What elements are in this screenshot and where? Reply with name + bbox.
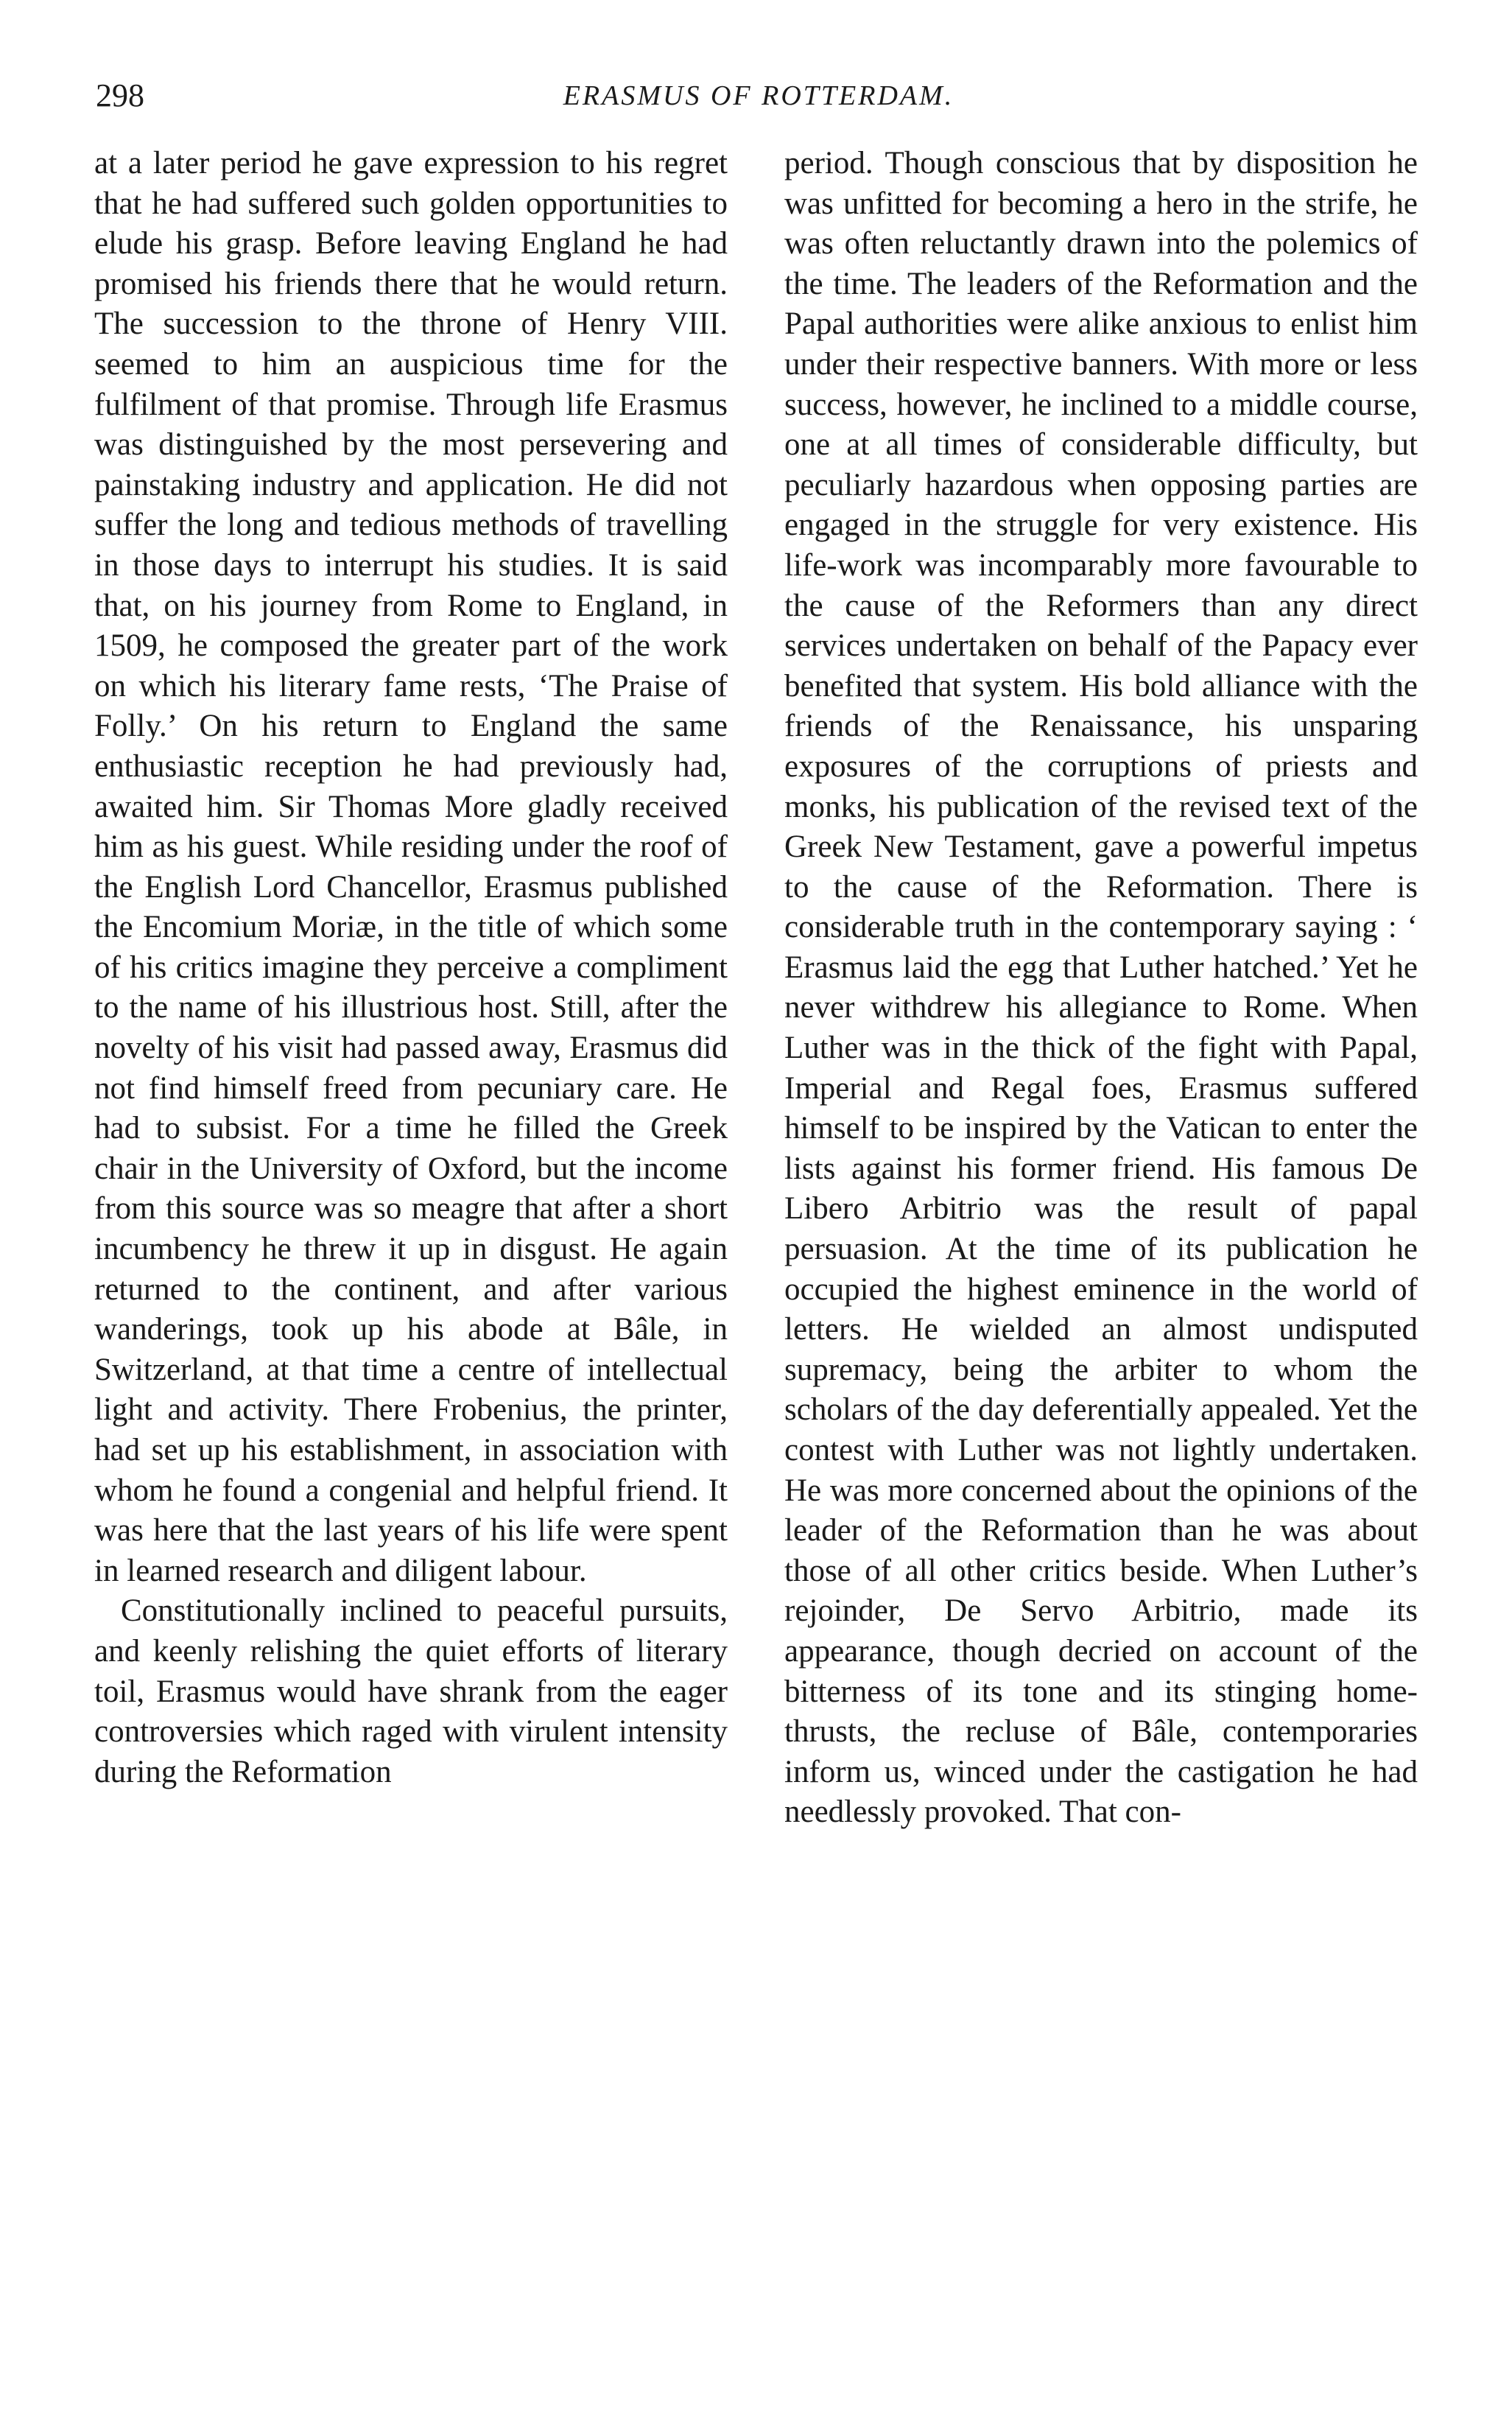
left-column	[94, 144, 728, 1792]
running-title: ERASMUS OF ROTTERDAM.	[563, 80, 954, 111]
left-paragraph-2: Constitutionally inclined to peaceful pursuits, and keenly relishing the quiet efforts of literary toil, Erasmus would have shrank from the eager controversies which raged with virulent intensity during the Reformation	[94, 1593, 728, 1789]
left-paragraph-1: at a later period he gave expression to his regret that he had suffered such golden opportunities to elude his grasp. Before leaving England he had promised his friends there that he would return. The succession to the throne of Henry VIII. seemed to him an auspicious time for the fulfilment of that promise. Through life Erasmus was distinguished by the most persevering and painstaking industry and application. He did not suffer the long and tedious methods of travelling in those days to interrupt his studies. It is said that, on his journey from Rome to England, in 1509, he composed the greater part of the work on which his literary fame rests, ‘The Praise of Folly.’ On his return to England the same enthusiastic reception he had previously had, awaited him. Sir Thomas More gladly received him as his guest. While residing under the roof of the English Lord Chancellor, Erasmus published the Encomium Moriæ, in the title of which some of his critics imagine they perceive a compliment to the name of his illustrious host. Still, after the novelty of his visit had passed away, Erasmus did not find himself freed from pecuniary care. He had to subsist. For a time he filled the Greek chair in the University of Oxford, but the income from this source was so meagre that after a short incumbency he threw it up in disgust. He again returned to the continent, and after various wanderings, took up his abode at Bâle, in Switzerland, at that time a centre of intellectual light and activity. There Frobenius, the printer, had set up his establishment, in association with whom he found a congenial and helpful friend. It was here that the last years of his life were spent in learned research and diligent labour.	[94, 146, 728, 1588]
page-header	[96, 74, 1421, 118]
right-paragraph-1: period. Though conscious that by disposition he was unfitted for becoming a hero in the strife, he was often reluctantly drawn into the polemics of the time. The leaders of the Reformation and the Papal authorities were alike anxious to enlist him under their respective banners. With more or less success, however, he inclined to a middle course, one at all times of considerable difficulty, but peculiarly hazardous when opposing parties are engaged in the struggle for very existence. His life-work was incomparably more favourable to the cause of the Reformers than any direct services undertaken on behalf of the Papacy ever benefited that system. His bold alliance with the friends of the Renaissance, his unsparing exposures of the corruptions of priests and monks, his publication of the revised text of the Greek New Testament, gave a powerful impetus to the cause of the Reformation. There is considerable truth in the contemporary saying : ‘ Erasmus laid the egg that Luther hatched.’ Yet he never withdrew his allegiance to Rome. When Luther was in the thick of the fight with Papal, Imperial and Regal foes, Erasmus suffered himself to be inspired by the Vatican to enter the lists against his former friend. His famous De Libero Arbitrio was the result of papal persuasion. At the time of its publication he occupied the highest eminence in the world of letters. He wielded an almost undisputed supremacy, being the arbiter to whom the scholars of the day deferentially appealed. Yet the contest with Luther was not lightly undertaken. He was more concerned about the opinions of the leader of the Reformation than he was about those of all other critics beside. When Luther’s rejoinder, De Servo Arbitrio, made its appearance, though decried on account of the bitterness of its tone and its stinging home-thrusts, the recluse of Bâle, contemporaries inform us, winced under the castigation he had needlessly provoked. That con-	[784, 146, 1418, 1830]
right-column	[784, 144, 1418, 1833]
page-number: 298	[96, 77, 144, 113]
column-gutter	[750, 147, 751, 2343]
